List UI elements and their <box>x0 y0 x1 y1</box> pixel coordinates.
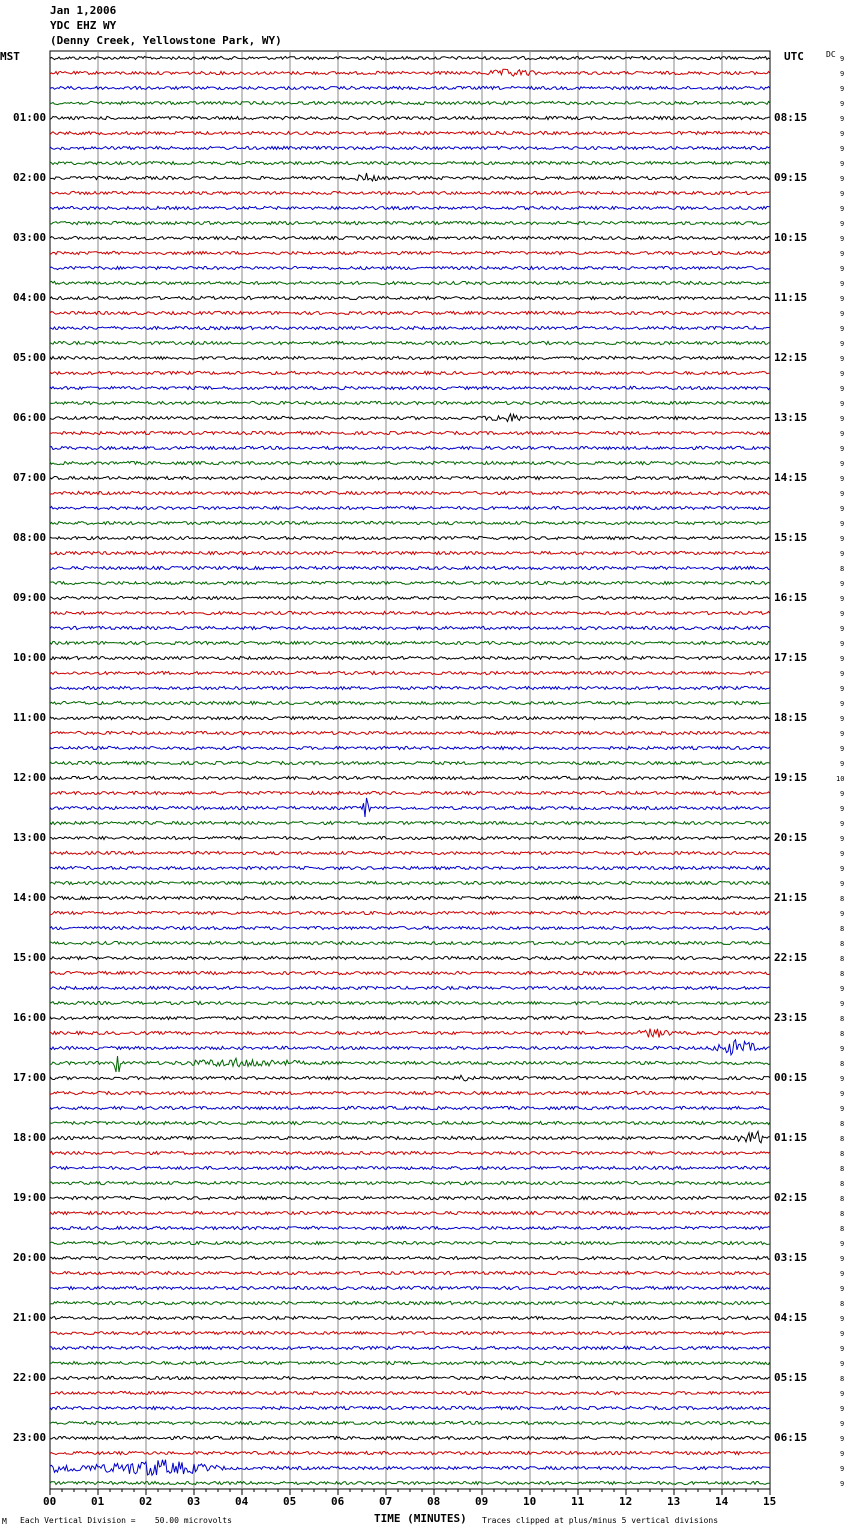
dc-value: 9 <box>840 1240 845 1248</box>
trace-row <box>50 1029 770 1038</box>
trace-row <box>50 69 770 76</box>
trace-row <box>50 1256 770 1259</box>
trace-row <box>50 611 770 614</box>
x-tick-label: 14 <box>715 1495 729 1508</box>
x-tick-label: 06 <box>331 1495 345 1508</box>
right-hour-label: 05:15 <box>774 1371 808 1384</box>
dc-value: 9 <box>840 1105 845 1113</box>
left-timezone-label: MST <box>0 50 20 63</box>
right-hour-label: 03:15 <box>774 1251 808 1264</box>
x-tick-label: 05 <box>283 1495 297 1508</box>
trace-row <box>50 341 770 344</box>
dc-value: 9 <box>840 400 845 408</box>
trace-row <box>50 866 770 869</box>
dc-value: 8 <box>840 565 845 573</box>
trace-row <box>50 1196 770 1199</box>
left-hour-label: 01:00 <box>13 111 47 124</box>
trace-row <box>50 131 770 134</box>
trace-row <box>50 506 770 509</box>
left-hour-label: 06:00 <box>13 411 47 424</box>
dc-value: 8 <box>840 1150 845 1158</box>
dc-value: 9 <box>840 175 845 183</box>
dc-value: 9 <box>840 160 845 168</box>
trace-row <box>50 911 770 914</box>
dc-value: 8 <box>840 895 845 903</box>
trace-row <box>50 221 770 224</box>
right-hour-label: 20:15 <box>774 831 808 844</box>
left-hour-label: 23:00 <box>13 1431 47 1444</box>
dc-value: 9 <box>840 205 845 213</box>
trace-row <box>50 626 770 629</box>
dc-value: 9 <box>840 100 845 108</box>
dc-value: 8 <box>840 970 845 978</box>
left-hour-label: 04:00 <box>13 291 47 304</box>
right-hour-label: 17:15 <box>774 651 808 664</box>
dc-value: 9 <box>840 145 845 153</box>
x-tick-label: 09 <box>475 1495 489 1508</box>
trace-row <box>50 431 770 434</box>
trace-row <box>50 1181 770 1184</box>
x-tick-label: 11 <box>571 1495 585 1508</box>
trace-row <box>50 1391 770 1394</box>
trace-row <box>50 236 770 239</box>
dc-value: 9 <box>840 1330 845 1338</box>
dc-value: 8 <box>840 1120 845 1128</box>
dc-value: 9 <box>840 70 845 78</box>
trace-row <box>50 414 770 422</box>
x-tick-label: 01 <box>91 1495 105 1508</box>
dc-value: 9 <box>840 865 845 873</box>
trace-row <box>50 1286 770 1289</box>
trace-row <box>50 881 770 884</box>
dc-value: 9 <box>840 1345 845 1353</box>
x-tick-label: 12 <box>619 1495 633 1508</box>
left-hour-label: 13:00 <box>13 831 47 844</box>
dc-value: 9 <box>840 445 845 453</box>
dc-value: 9 <box>840 655 845 663</box>
x-axis-title: TIME (MINUTES) <box>374 1512 467 1525</box>
dc-value: 9 <box>840 820 845 828</box>
dc-value: 9 <box>840 430 845 438</box>
right-hour-label: 18:15 <box>774 711 808 724</box>
dc-value: 9 <box>840 1045 845 1053</box>
dc-value: 9 <box>840 115 845 123</box>
left-hour-label: 22:00 <box>13 1371 47 1384</box>
trace-row <box>50 1406 770 1409</box>
dc-value: 9 <box>840 370 845 378</box>
trace-row <box>50 1316 770 1319</box>
left-hour-label: 10:00 <box>13 651 47 664</box>
trace-row <box>50 1040 770 1055</box>
left-hour-label: 15:00 <box>13 951 47 964</box>
trace-row <box>50 461 770 464</box>
right-hour-label: 10:15 <box>774 231 808 244</box>
trace-row <box>50 851 770 854</box>
dc-value: 9 <box>840 1255 845 1263</box>
trace-row <box>50 896 770 899</box>
trace-row <box>50 1361 770 1364</box>
trace-row <box>50 716 770 719</box>
trace-row <box>50 401 770 404</box>
trace-row <box>50 1421 770 1424</box>
trace-row <box>50 836 770 839</box>
trace-row <box>50 1211 770 1214</box>
trace-row <box>50 281 770 284</box>
dc-value: 8 <box>840 925 845 933</box>
trace-row <box>50 671 770 674</box>
trace-row <box>50 656 770 659</box>
left-hour-label: 17:00 <box>13 1071 47 1084</box>
dc-value: 9 <box>840 850 845 858</box>
dc-value: 9 <box>840 985 845 993</box>
trace-row <box>50 1001 770 1004</box>
trace-row <box>50 146 770 149</box>
dc-value: 8 <box>840 1225 845 1233</box>
x-tick-label: 15 <box>763 1495 777 1508</box>
trace-row <box>50 761 770 764</box>
dc-value: 9 <box>840 1405 845 1413</box>
dc-value: 9 <box>840 760 845 768</box>
trace-row <box>50 1131 770 1143</box>
dc-value: 9 <box>840 250 845 258</box>
right-hour-label: 12:15 <box>774 351 808 364</box>
trace-row <box>50 296 770 299</box>
trace-row <box>50 386 770 389</box>
left-hour-label: 19:00 <box>13 1191 47 1204</box>
trace-row <box>50 1271 770 1274</box>
dc-value: 8 <box>840 1030 845 1038</box>
trace-row <box>50 1016 770 1019</box>
left-hour-label: 12:00 <box>13 771 47 784</box>
dc-value: 9 <box>840 190 845 198</box>
trace-row <box>50 1075 770 1081</box>
x-tick-label: 08 <box>427 1495 441 1508</box>
trace-row <box>50 491 770 494</box>
vertical-scale-note: Each Vertical Division = 50.00 microvolts <box>20 1516 232 1525</box>
trace-row <box>50 941 770 944</box>
trace-row <box>50 596 770 599</box>
trace-row <box>50 266 770 269</box>
trace-row <box>50 551 770 554</box>
dc-value: 9 <box>840 745 845 753</box>
dc-value: 9 <box>840 640 845 648</box>
dc-value: 9 <box>840 1435 845 1443</box>
dc-value: 8 <box>840 1015 845 1023</box>
dc-value: 9 <box>840 715 845 723</box>
left-hour-label: 18:00 <box>13 1131 47 1144</box>
trace-row <box>50 986 770 989</box>
trace-row <box>50 1481 770 1484</box>
dc-value: 9 <box>840 460 845 468</box>
dc-value: 9 <box>840 805 845 813</box>
trace-row <box>50 1241 770 1244</box>
left-hour-label: 11:00 <box>13 711 47 724</box>
right-hour-label: 02:15 <box>774 1191 808 1204</box>
dc-value: 8 <box>840 1300 845 1308</box>
trace-row <box>50 686 770 689</box>
dc-value: 8 <box>840 1180 845 1188</box>
dc-value: 9 <box>840 220 845 228</box>
dc-value: 9 <box>840 1075 845 1083</box>
dc-value: 9 <box>840 520 845 528</box>
right-hour-label: 01:15 <box>774 1131 808 1144</box>
dc-value: 9 <box>840 550 845 558</box>
trace-row <box>50 101 770 104</box>
trace-row <box>50 446 770 449</box>
trace-row <box>50 746 770 749</box>
right-hour-label: 06:15 <box>774 1431 808 1444</box>
trace-row <box>50 791 770 794</box>
dc-value: 9 <box>840 1390 845 1398</box>
trace-row <box>50 566 770 569</box>
x-tick-label: 00 <box>43 1495 57 1508</box>
trace-row <box>50 1091 770 1094</box>
dc-value: 9 <box>840 340 845 348</box>
right-hour-label: 08:15 <box>774 111 808 124</box>
dc-value: 10 <box>836 775 845 783</box>
right-hour-label: 22:15 <box>774 951 808 964</box>
trace-row <box>50 776 770 779</box>
x-tick-label: 13 <box>667 1495 681 1508</box>
trace-row <box>50 1331 770 1334</box>
dc-value: 9 <box>840 1420 845 1428</box>
dc-value: 9 <box>840 670 845 678</box>
dc-value: 9 <box>840 625 845 633</box>
trace-row <box>50 1346 770 1349</box>
right-hour-label: 11:15 <box>774 291 808 304</box>
trace-row <box>50 1166 770 1169</box>
trace-row <box>50 191 770 194</box>
dc-value: 9 <box>840 1450 845 1458</box>
dc-value: 9 <box>840 1465 845 1473</box>
station-code: YDC EHZ WY <box>50 19 117 32</box>
trace-row <box>50 581 770 584</box>
trace-row <box>50 1151 770 1154</box>
dc-value: 9 <box>840 265 845 273</box>
right-hour-label: 23:15 <box>774 1011 808 1024</box>
dc-value: 9 <box>840 595 845 603</box>
dc-value: 8 <box>840 1375 845 1383</box>
trace-row <box>50 326 770 329</box>
right-hour-label: 14:15 <box>774 471 808 484</box>
dc-value: 9 <box>840 730 845 738</box>
dc-value: 8 <box>840 955 845 963</box>
dc-value: 9 <box>840 580 845 588</box>
left-hour-label: 09:00 <box>13 591 47 604</box>
trace-row <box>50 1451 770 1454</box>
dc-value: 9 <box>840 505 845 513</box>
left-hour-label: 14:00 <box>13 891 47 904</box>
trace-row <box>50 798 770 817</box>
right-hour-label: 09:15 <box>774 171 808 184</box>
dc-value: 9 <box>840 130 845 138</box>
dc-value: 9 <box>840 535 845 543</box>
dc-value: 8 <box>840 1195 845 1203</box>
dc-value: 8 <box>840 1210 845 1218</box>
station-location: (Denny Creek, Yellowstone Park, WY) <box>50 34 282 47</box>
dc-value: 9 <box>840 910 845 918</box>
dc-header-label: DC <box>826 50 836 59</box>
dc-value: 9 <box>840 610 845 618</box>
dc-value: 9 <box>840 1480 845 1488</box>
x-tick-label: 07 <box>379 1495 393 1508</box>
right-hour-label: 00:15 <box>774 1071 808 1084</box>
dc-value: 9 <box>840 325 845 333</box>
x-tick-label: 03 <box>187 1495 201 1508</box>
left-hour-label: 07:00 <box>13 471 47 484</box>
trace-row <box>50 536 770 539</box>
left-hour-label: 21:00 <box>13 1311 47 1324</box>
dc-value: 9 <box>840 355 845 363</box>
trace-row <box>50 311 770 314</box>
right-hour-label: 19:15 <box>774 771 808 784</box>
dc-value: 8 <box>840 1165 845 1173</box>
dc-value: 9 <box>840 1000 845 1008</box>
dc-value: 8 <box>840 1135 845 1143</box>
dc-value: 9 <box>840 880 845 888</box>
trace-row <box>50 1376 770 1379</box>
right-hour-label: 15:15 <box>774 531 808 544</box>
trace-row <box>50 956 770 959</box>
dc-value: 9 <box>840 700 845 708</box>
dc-value: 9 <box>840 295 845 303</box>
dc-value: 9 <box>840 310 845 318</box>
clip-note: Traces clipped at plus/minus 5 vertical divisions <box>482 1516 719 1525</box>
dc-value: 8 <box>840 1060 845 1068</box>
left-hour-label: 05:00 <box>13 351 47 364</box>
dc-value: 9 <box>840 490 845 498</box>
trace-row <box>50 1301 770 1304</box>
right-hour-label: 21:15 <box>774 891 808 904</box>
trace-row <box>50 356 770 359</box>
trace-row <box>50 731 770 734</box>
dc-value: 9 <box>840 85 845 93</box>
trace-row <box>50 971 770 974</box>
trace-row <box>50 521 770 524</box>
trace-row <box>50 1121 770 1124</box>
dc-value: 9 <box>840 280 845 288</box>
dc-value: 9 <box>840 1285 845 1293</box>
trace-row <box>50 206 770 209</box>
trace-row <box>50 251 770 254</box>
right-hour-label: 04:15 <box>774 1311 808 1324</box>
dc-value: 9 <box>840 475 845 483</box>
trace-row <box>50 56 770 59</box>
trace-row <box>50 1106 770 1109</box>
trace-row <box>50 701 770 704</box>
dc-value: 9 <box>840 415 845 423</box>
dc-value: 8 <box>840 940 845 948</box>
x-tick-label: 02 <box>139 1495 153 1508</box>
trace-row <box>50 821 770 824</box>
left-hour-label: 20:00 <box>13 1251 47 1264</box>
right-hour-label: 13:15 <box>774 411 808 424</box>
scale-mark: M <box>2 1517 7 1526</box>
dc-value: 9 <box>840 790 845 798</box>
trace-row <box>50 116 770 119</box>
right-hour-label: 16:15 <box>774 591 808 604</box>
dc-value: 9 <box>840 1270 845 1278</box>
dc-value: 9 <box>840 235 845 243</box>
station-date: Jan 1,2006 <box>50 4 117 17</box>
trace-row <box>50 161 770 164</box>
trace-row <box>50 926 770 929</box>
trace-row <box>50 86 770 89</box>
dc-value: 9 <box>840 1315 845 1323</box>
trace-row <box>50 371 770 374</box>
dc-value: 9 <box>840 835 845 843</box>
left-hour-label: 03:00 <box>13 231 47 244</box>
trace-row <box>50 1226 770 1229</box>
left-hour-label: 08:00 <box>13 531 47 544</box>
dc-value: 9 <box>840 1360 845 1368</box>
trace-row <box>50 1436 770 1439</box>
dc-value: 9 <box>840 55 845 63</box>
x-tick-label: 04 <box>235 1495 249 1508</box>
dc-value: 9 <box>840 685 845 693</box>
trace-row <box>50 476 770 479</box>
x-tick-label: 10 <box>523 1495 537 1508</box>
right-timezone-label: UTC <box>784 50 804 63</box>
dc-value: 9 <box>840 1090 845 1098</box>
left-hour-label: 16:00 <box>13 1011 47 1024</box>
left-hour-label: 02:00 <box>13 171 47 184</box>
trace-row <box>50 1460 770 1476</box>
trace-row <box>50 641 770 644</box>
dc-value: 9 <box>840 385 845 393</box>
trace-row <box>50 173 770 181</box>
trace-row <box>50 1056 770 1072</box>
